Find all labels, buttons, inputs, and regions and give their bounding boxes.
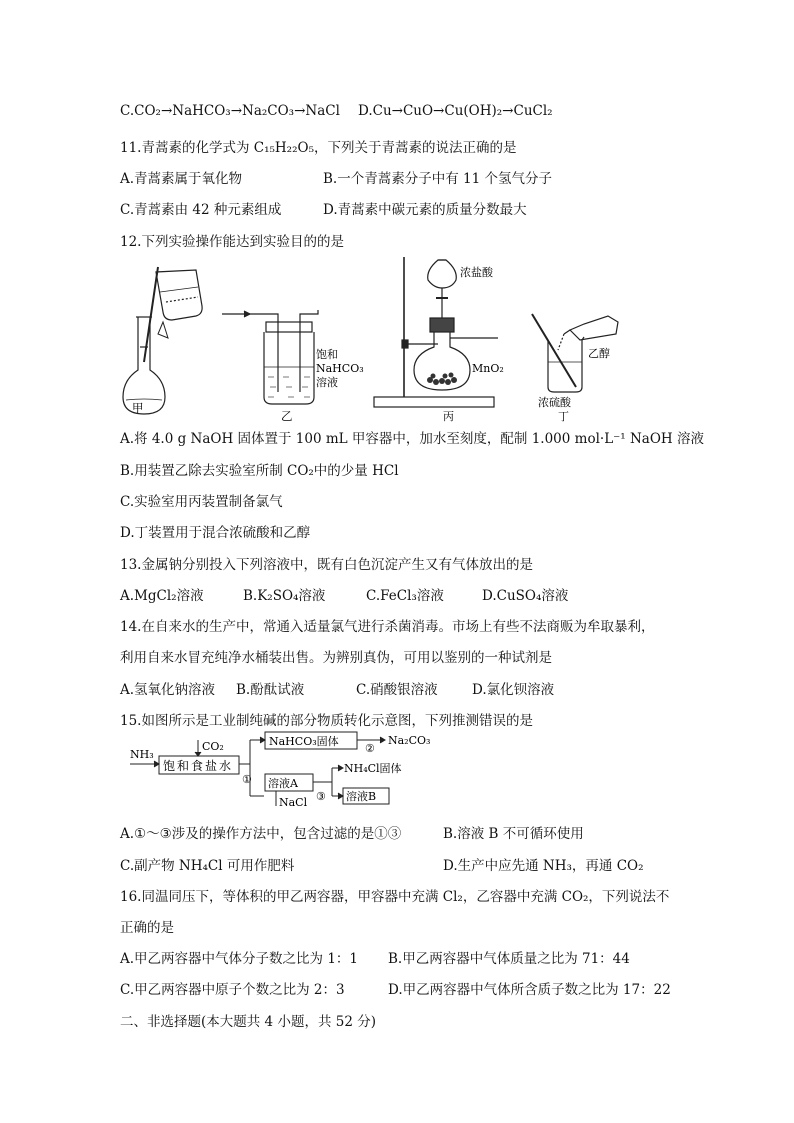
q14-stem-line1: 14.在自来水的生产中，常通入适量氯气进行杀菌消毒。市场上有些不法商贩为牟取暴利，: [120, 619, 655, 635]
q10-option-d: D.Cu→CuO→Cu(OH)₂→CuCl₂: [358, 103, 553, 119]
q16-option-c: C.甲乙两容器中原子个数之比为 2：3: [120, 982, 345, 998]
q16-option-b: B.甲乙两容器中气体质量之比为 71：44: [388, 951, 630, 967]
q14-option-a: A.氢氧化钠溶液: [120, 682, 216, 698]
q15-option-c: C.副产物 NH₄Cl 可用作肥料: [120, 858, 295, 874]
gas-wash-bottle-yi: [222, 310, 318, 404]
q16-option-d: D.甲乙两容器中气体所含质子数之比为 17：22: [388, 982, 671, 998]
q11-option-b: B.一个青蒿素分子中有 11 个氢气分子: [323, 171, 552, 187]
q13-option-a: A.MgCl₂溶液: [120, 588, 204, 604]
q12-stem: 12.下列实验操作能达到实验目的的是: [120, 234, 344, 250]
q13-stem: 13.金属钠分别投入下列溶液中，既有白色沉淀产生又有气体放出的是: [120, 557, 533, 573]
label-ding: 丁: [558, 410, 569, 422]
flow-solution-a: 溶液A: [268, 777, 298, 790]
label-hcl: 浓盐酸: [460, 266, 493, 279]
flow-solution-b: 溶液B: [346, 790, 377, 803]
q13-option-b: B.K₂SO₄溶液: [243, 588, 326, 604]
q11-option-d: D.青蒿素中碳元素的质量分数最大: [323, 202, 527, 218]
label-sat2: NaHCO₃: [316, 362, 364, 375]
q14-option-d: D.氯化钡溶液: [472, 682, 555, 698]
q11-option-a: A.青蒿素属于氧化物: [120, 171, 243, 187]
q10-option-c: C.CO₂→NaHCO₃→Na₂CO₃→NaCl: [120, 103, 340, 119]
q11-stem: 11.青蒿素的化学式为 C₁₅H₂₂O₅，下列关于青蒿素的说法正确的是: [120, 140, 517, 156]
flow-brine: 饱和食盐水: [163, 759, 234, 773]
q12-option-b: B.用装置乙除去实验室所制 CO₂中的少量 HCl: [120, 463, 399, 479]
volumetric-flask-jia: [123, 267, 202, 414]
flow-step3: ③: [316, 790, 326, 803]
flow-co2: CO₂: [202, 740, 224, 753]
flow-na2co3: Na₂CO₃: [388, 734, 431, 747]
q15-option-b: B.溶液 B 不可循环使用: [443, 826, 584, 842]
label-ethanol: 乙醇: [588, 347, 610, 360]
q14-stem-line2: 利用自来水冒充纯净水桶装出售。为辨别真伪，可用以鉴别的一种试剂是: [120, 650, 552, 666]
flow-step1: ①: [242, 773, 252, 786]
q11-option-c: C.青蒿素由 42 种元素组成: [120, 202, 282, 218]
q12-option-a: A.将 4.0 g NaOH 固体置于 100 mL 甲容器中，加水至刻度，配制 1.000 mol·L⁻¹ NaOH 溶液: [120, 431, 704, 447]
flow-nahco3: NaHCO₃固体: [269, 735, 339, 748]
q14-option-c: C.硝酸银溶液: [356, 682, 438, 698]
chlorine-generator-bing: [374, 257, 498, 407]
q13-option-d: D.CuSO₄溶液: [482, 588, 569, 604]
q15-option-d: D.生产中应先通 NH₃，再通 CO₂: [443, 858, 644, 874]
label-jia: 甲: [132, 401, 144, 415]
q12-option-d: D.丁装置用于混合浓硫酸和乙醇: [120, 525, 311, 541]
section-2-heading: 二、非选择题(本大题共 4 小题，共 52 分): [120, 1014, 376, 1030]
q16-stem-line1: 16.同温同压下，等体积的甲乙两容器，甲容器中充满 Cl₂，乙容器中充满 CO₂，下列说法不: [120, 889, 670, 905]
label-mno2: MnO₂: [472, 362, 504, 375]
flow-nh4cl: NH₄Cl固体: [344, 762, 402, 775]
q15-option-a: A.①～③涉及的操作方法中，包含过滤的是①③: [120, 826, 402, 842]
label-yi: 乙: [281, 409, 293, 422]
q15-flow-diagram: [126, 730, 446, 812]
q13-option-c: C.FeCl₃溶液: [366, 588, 444, 604]
label-h2so4: 浓硫酸: [538, 396, 571, 409]
q12-option-c: C.实验室用丙装置制备氯气: [120, 494, 283, 510]
q15-stem: 15.如图所示是工业制纯碱的部分物质转化示意图，下列推测错误的是: [120, 713, 533, 729]
flow-nh3: NH₃: [130, 748, 154, 761]
flow-step2: ②: [365, 742, 375, 755]
q16-stem-line2: 正确的是: [120, 920, 174, 936]
label-sat1: 饱和: [316, 348, 338, 361]
q12-apparatus-figure: [118, 252, 638, 422]
flow-nacl: NaCl: [279, 796, 308, 809]
q14-option-b: B.酚酞试液: [236, 682, 305, 698]
q16-option-a: A.甲乙两容器中气体分子数之比为 1：1: [120, 951, 359, 967]
label-sat3: 溶液: [316, 376, 338, 389]
label-bing: 丙: [443, 410, 454, 422]
